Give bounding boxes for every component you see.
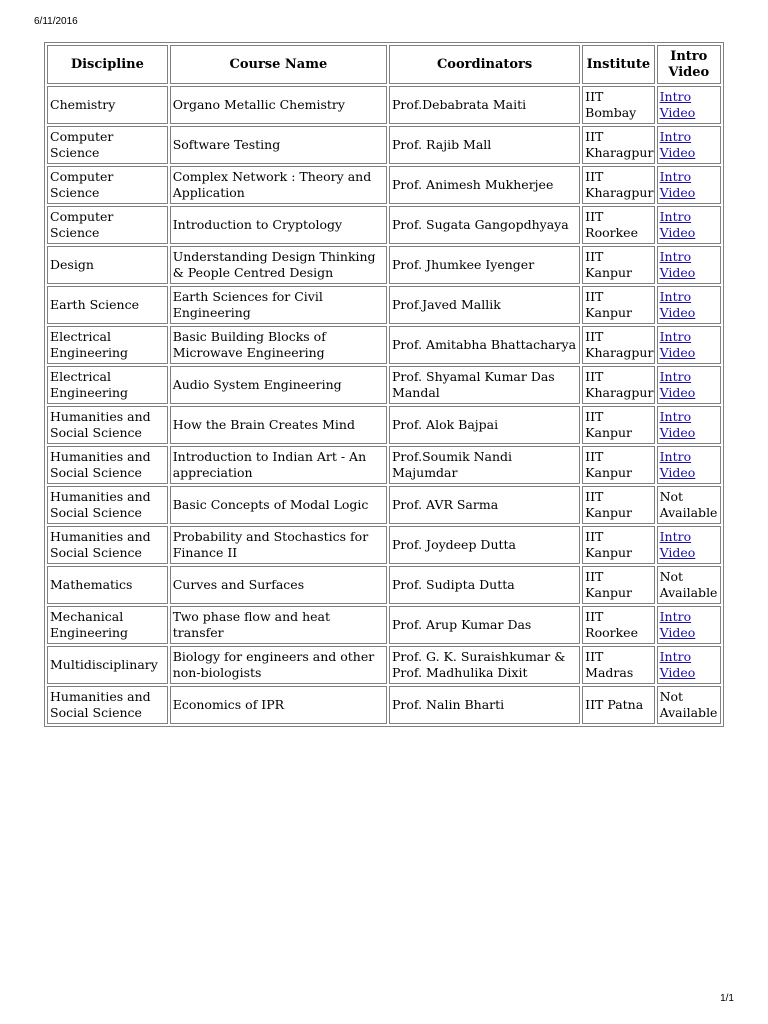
- table-row: [47, 646, 721, 684]
- intro-video-link[interactable]: Intro Video: [659, 329, 696, 360]
- intro-video-link[interactable]: Intro Video: [659, 89, 696, 120]
- intro-video-cell: [657, 446, 721, 484]
- intro-video-cell: [657, 326, 721, 364]
- table-row: [47, 686, 721, 724]
- table-row: [47, 526, 721, 564]
- intro-video-link[interactable]: Intro Video: [659, 449, 696, 480]
- institute-cell: IIT Roorkee: [582, 606, 654, 644]
- discipline-cell: Humanities and Social Science: [47, 686, 168, 724]
- discipline-cell: Chemistry: [47, 86, 168, 124]
- discipline-cell: Computer Science: [47, 206, 168, 244]
- coordinators-cell: Prof. Joydeep Dutta: [389, 526, 580, 564]
- discipline-cell: Multidisciplinary: [47, 646, 168, 684]
- course-table: [44, 42, 724, 727]
- course-name-cell: Introduction to Cryptology: [170, 206, 387, 244]
- table-row: [47, 126, 721, 164]
- column-header-institute: Institute: [582, 45, 654, 84]
- institute-cell: IIT Kharagpur: [582, 166, 654, 204]
- intro-video-link[interactable]: Intro Video: [659, 529, 696, 560]
- discipline-cell: Mechanical Engineering: [47, 606, 168, 644]
- course-name-cell: Introduction to Indian Art - An appreciation: [170, 446, 387, 484]
- institute-cell: IIT Kharagpur: [582, 326, 654, 364]
- table-body: [47, 86, 721, 724]
- discipline-cell: Humanities and Social Science: [47, 446, 168, 484]
- discipline-cell: Computer Science: [47, 166, 168, 204]
- coordinators-cell: Prof. Jhumkee Iyenger: [389, 246, 580, 284]
- course-name-cell: Basic Building Blocks of Microwave Engineering: [170, 326, 387, 364]
- course-name-cell: Basic Concepts of Modal Logic: [170, 486, 387, 524]
- course-table-container: [44, 42, 724, 727]
- table-row: [47, 406, 721, 444]
- intro-video-link[interactable]: Intro Video: [659, 609, 696, 640]
- intro-video-cell: [657, 286, 721, 324]
- table-row: [47, 446, 721, 484]
- table-row: [47, 86, 721, 124]
- institute-cell: IIT Kanpur: [582, 486, 654, 524]
- discipline-cell: Earth Science: [47, 286, 168, 324]
- table-row: [47, 566, 721, 604]
- table-row: [47, 606, 721, 644]
- institute-cell: IIT Kanpur: [582, 406, 654, 444]
- intro-video-cell: [657, 366, 721, 404]
- institute-cell: IIT Madras: [582, 646, 654, 684]
- table-row: [47, 486, 721, 524]
- intro-video-cell: [657, 646, 721, 684]
- institute-cell: IIT Kanpur: [582, 246, 654, 284]
- course-name-cell: Organo Metallic Chemistry: [170, 86, 387, 124]
- course-name-cell: Software Testing: [170, 126, 387, 164]
- table-row: [47, 166, 721, 204]
- discipline-cell: Electrical Engineering: [47, 366, 168, 404]
- page-date: 6/11/2016: [34, 16, 78, 27]
- intro-video-cell: [657, 86, 721, 124]
- institute-cell: IIT Kanpur: [582, 566, 654, 604]
- intro-video-link[interactable]: Intro Video: [659, 289, 696, 320]
- table-row: [47, 366, 721, 404]
- table-row: [47, 326, 721, 364]
- course-name-cell: Understanding Design Thinking & People Centred Design: [170, 246, 387, 284]
- course-name-cell: Economics of IPR: [170, 686, 387, 724]
- coordinators-cell: Prof. Animesh Mukherjee: [389, 166, 580, 204]
- course-name-cell: Two phase flow and heat transfer: [170, 606, 387, 644]
- table-row: [47, 206, 721, 244]
- intro-video-cell: [657, 126, 721, 164]
- column-header-coordinators: Coordinators: [389, 45, 580, 84]
- institute-cell: IIT Kanpur: [582, 526, 654, 564]
- course-name-cell: How the Brain Creates Mind: [170, 406, 387, 444]
- intro-video-not-available: Not Available: [657, 486, 721, 524]
- intro-video-cell: [657, 246, 721, 284]
- table-row: [47, 286, 721, 324]
- table-row: [47, 246, 721, 284]
- coordinators-cell: Prof.Debabrata Maiti: [389, 86, 580, 124]
- intro-video-link[interactable]: Intro Video: [659, 169, 696, 200]
- discipline-cell: Electrical Engineering: [47, 326, 168, 364]
- intro-video-cell: [657, 606, 721, 644]
- intro-video-cell: [657, 406, 721, 444]
- course-name-cell: Complex Network : Theory and Application: [170, 166, 387, 204]
- course-name-cell: Biology for engineers and other non-biologists: [170, 646, 387, 684]
- intro-video-link[interactable]: Intro Video: [659, 209, 696, 240]
- coordinators-cell: Prof. Shyamal Kumar Das Mandal: [389, 366, 580, 404]
- discipline-cell: Mathematics: [47, 566, 168, 604]
- table-header-row: [47, 45, 721, 84]
- discipline-cell: Humanities and Social Science: [47, 486, 168, 524]
- intro-video-link[interactable]: Intro Video: [659, 369, 696, 400]
- course-name-cell: Curves and Surfaces: [170, 566, 387, 604]
- course-name-cell: Audio System Engineering: [170, 366, 387, 404]
- intro-video-link[interactable]: Intro Video: [659, 249, 696, 280]
- institute-cell: IIT Roorkee: [582, 206, 654, 244]
- coordinators-cell: Prof. Sudipta Dutta: [389, 566, 580, 604]
- coordinators-cell: Prof. AVR Sarma: [389, 486, 580, 524]
- intro-video-link[interactable]: Intro Video: [659, 649, 696, 680]
- institute-cell: IIT Kharagpur: [582, 126, 654, 164]
- intro-video-cell: [657, 526, 721, 564]
- course-name-cell: Probability and Stochastics for Finance II: [170, 526, 387, 564]
- institute-cell: IIT Patna: [582, 686, 654, 724]
- coordinators-cell: Prof. Rajib Mall: [389, 126, 580, 164]
- institute-cell: IIT Kanpur: [582, 446, 654, 484]
- coordinators-cell: Prof. Arup Kumar Das: [389, 606, 580, 644]
- institute-cell: IIT Kharagpur: [582, 366, 654, 404]
- course-name-cell: Earth Sciences for Civil Engineering: [170, 286, 387, 324]
- discipline-cell: Humanities and Social Science: [47, 526, 168, 564]
- institute-cell: IIT Bombay: [582, 86, 654, 124]
- coordinators-cell: Prof.Javed Mallik: [389, 286, 580, 324]
- intro-video-cell: [657, 166, 721, 204]
- discipline-cell: Humanities and Social Science: [47, 406, 168, 444]
- intro-video-link[interactable]: Intro Video: [659, 129, 696, 160]
- page-number: 1/1: [720, 993, 734, 1004]
- coordinators-cell: Prof. Amitabha Bhattacharya: [389, 326, 580, 364]
- intro-video-link[interactable]: Intro Video: [659, 409, 696, 440]
- column-header-course-name: Course Name: [170, 45, 387, 84]
- coordinators-cell: Prof. Nalin Bharti: [389, 686, 580, 724]
- discipline-cell: Design: [47, 246, 168, 284]
- intro-video-not-available: Not Available: [657, 566, 721, 604]
- coordinators-cell: Prof. Alok Bajpai: [389, 406, 580, 444]
- institute-cell: IIT Kanpur: [582, 286, 654, 324]
- discipline-cell: Computer Science: [47, 126, 168, 164]
- intro-video-cell: [657, 206, 721, 244]
- coordinators-cell: Prof. Sugata Gangopdhyaya: [389, 206, 580, 244]
- coordinators-cell: Prof. G. K. Suraishkumar & Prof. Madhulika Dixit: [389, 646, 580, 684]
- column-header-intro-video: Intro Video: [657, 45, 721, 84]
- coordinators-cell: Prof.Soumik Nandi Majumdar: [389, 446, 580, 484]
- column-header-discipline: Discipline: [47, 45, 168, 84]
- intro-video-not-available: Not Available: [657, 686, 721, 724]
